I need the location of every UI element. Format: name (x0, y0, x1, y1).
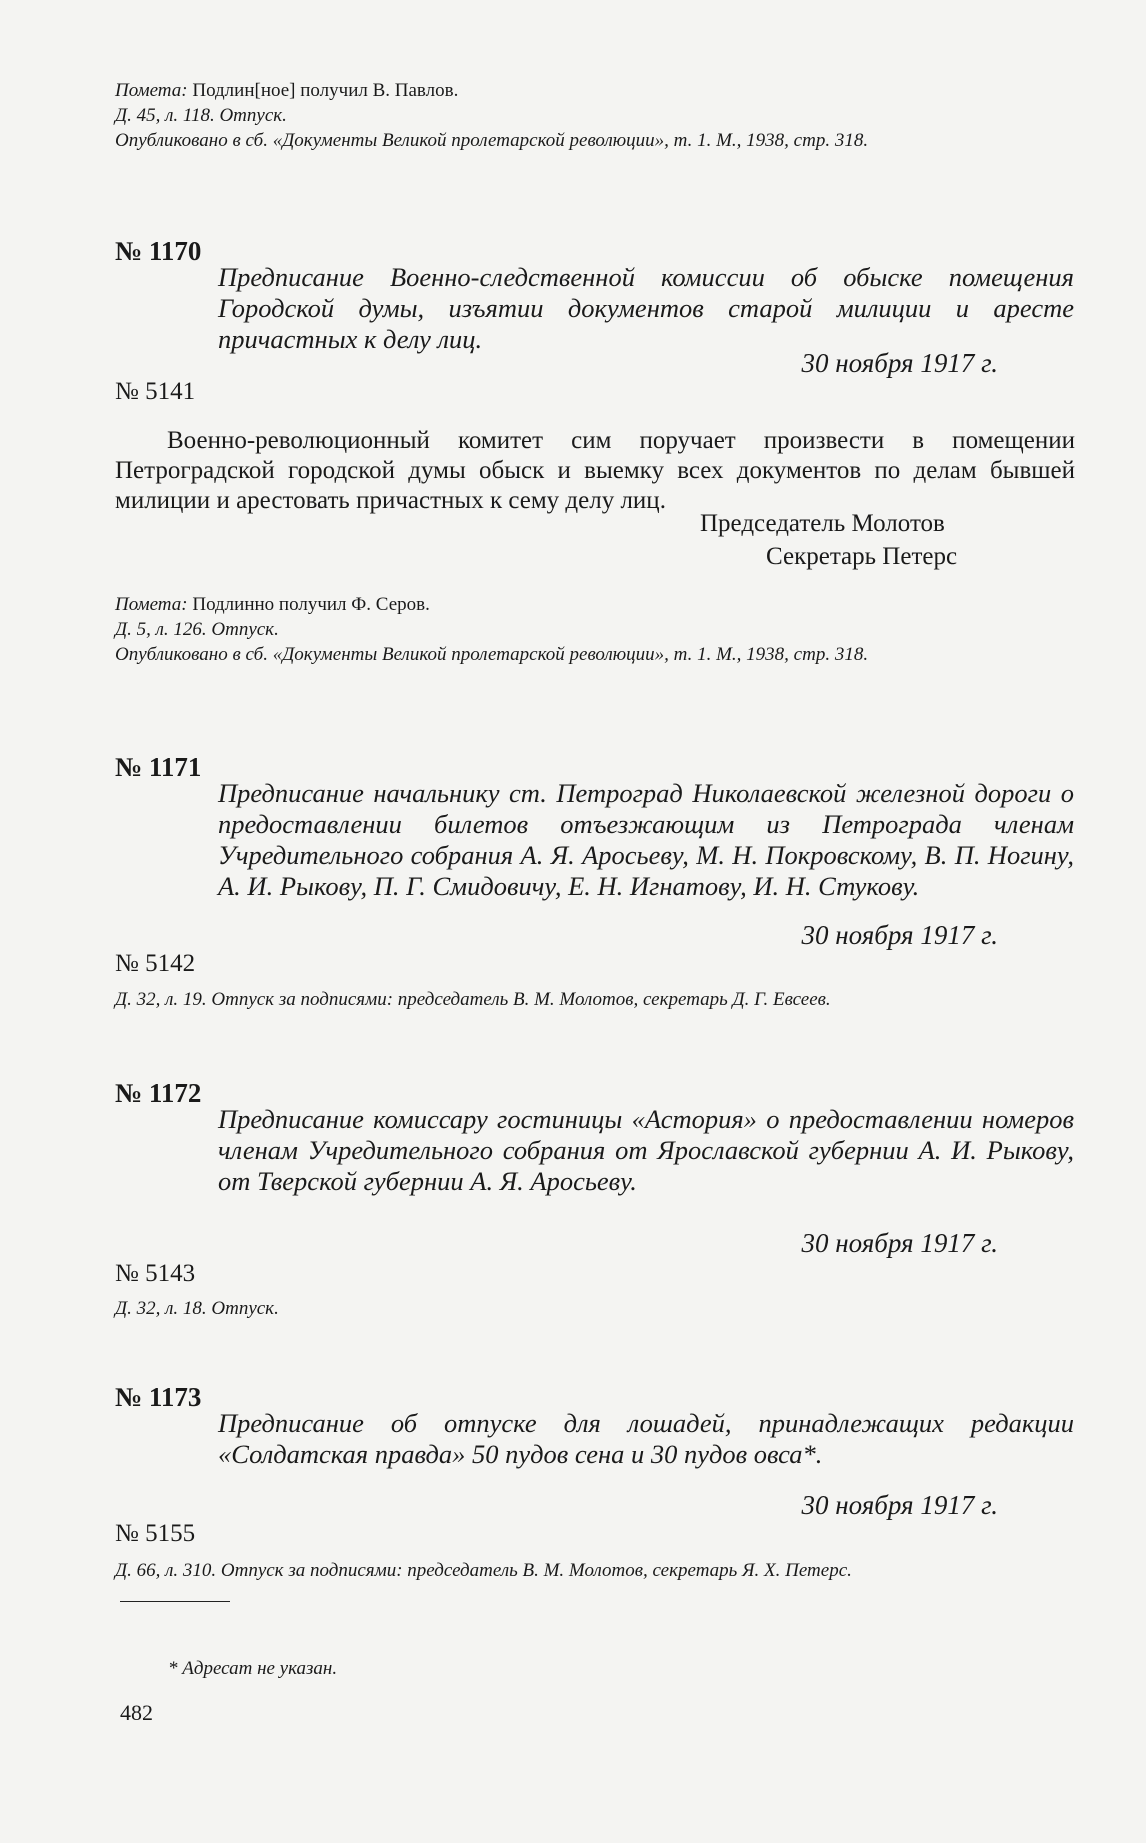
header-mark: Помета: Подлин[ное] получил В. Павлов. (115, 80, 459, 101)
doc-reg-1173: № 5155 (115, 1520, 196, 1547)
doc-mark-1170: Помета: Подлинно получил Ф. Серов. (115, 594, 430, 615)
header-published: Опубликовано в сб. «Документы Великой пролетарской революции», т. 1. М., 1938, стр. 318. (115, 130, 869, 151)
signature-secretary: Секретарь Петерс (766, 543, 958, 570)
doc-number-1171: № 1171 (115, 752, 202, 782)
doc-title-1170: Предписание Военно-следственной комиссии об обыске помещения Городской думы, изъятии документов старой милиции и аресте причастных к делу лиц. (218, 262, 1074, 354)
doc-title-1171: Предписание начальнику ст. Петроград Николаевской железной дороги о предоставлении билетов отъезжающим из Петрограда членам Учредительного собрания А. Я. Аросьеву, М. Н. Покровскому, В. П. Ногину, А. И. Рыкову, П. Г. Смидовичу, Е. Н. Игнатову, И. Н. Стукову. (218, 778, 1074, 901)
doc-number-1173: № 1173 (115, 1382, 202, 1412)
doc-ref-1173: Д. 66, л. 310. Отпуск за подписями: председатель В. М. Молотов, секретарь Я. Х. Петерс. (115, 1560, 852, 1581)
doc-reg-1172: № 5143 (115, 1260, 196, 1287)
doc-date-1172: 30 ноября 1917 г. (801, 1228, 998, 1258)
doc-number-1172: № 1172 (115, 1078, 202, 1108)
doc-date-1173: 30 ноября 1917 г. (801, 1490, 998, 1520)
doc-date-1170: 30 ноября 1917 г. (801, 348, 998, 378)
doc-date-1171: 30 ноября 1917 г. (801, 920, 998, 950)
doc-reg-1170: № 5141 (115, 378, 196, 405)
doc-note-1170 (115, 592, 1075, 667)
doc-body-1170: Военно-революционный комитет сим поручает произвести в помещении Петроградской городской думы обыск и выемку всех документов по делам бывшей милиции и арестовать причастных к сему делу лиц. (115, 427, 1075, 514)
footnote: * Адресат не указан. (168, 1658, 338, 1679)
signature-chairman: Председатель Молотов (700, 510, 945, 537)
doc-ref-1171: Д. 32, л. 19. Отпуск за подписями: председатель В. М. Молотов, секретарь Д. Г. Евсеев. (115, 989, 831, 1010)
doc-reg-1171: № 5142 (115, 950, 196, 977)
header-note (115, 78, 1075, 153)
footnote-rule (120, 1601, 230, 1602)
doc-number-1170: № 1170 (115, 236, 202, 266)
doc-title-1172: Предписание комиссару гостиницы «Астория» о предоставлении номеров членам Учредительного собрания от Ярославской губернии А. И. Рыкову, от Тверской губернии А. Я. Аросьеву. (218, 1104, 1074, 1196)
page-number: 482 (120, 1700, 153, 1725)
doc-ref-1172: Д. 32, л. 18. Отпуск. (115, 1298, 279, 1319)
doc-published-1170: Опубликовано в сб. «Документы Великой пролетарской революции», т. 1. М., 1938, стр. 318. (115, 644, 869, 665)
doc-ref-1170: Д. 5, л. 126. Отпуск. (115, 619, 279, 640)
doc-title-1173: Предписание об отпуске для лошадей, принадлежащих редакции «Солдатская правда» 50 пудов сена и 30 пудов овса*. (218, 1408, 1074, 1469)
header-ref: Д. 45, л. 118. Отпуск. (115, 105, 287, 126)
